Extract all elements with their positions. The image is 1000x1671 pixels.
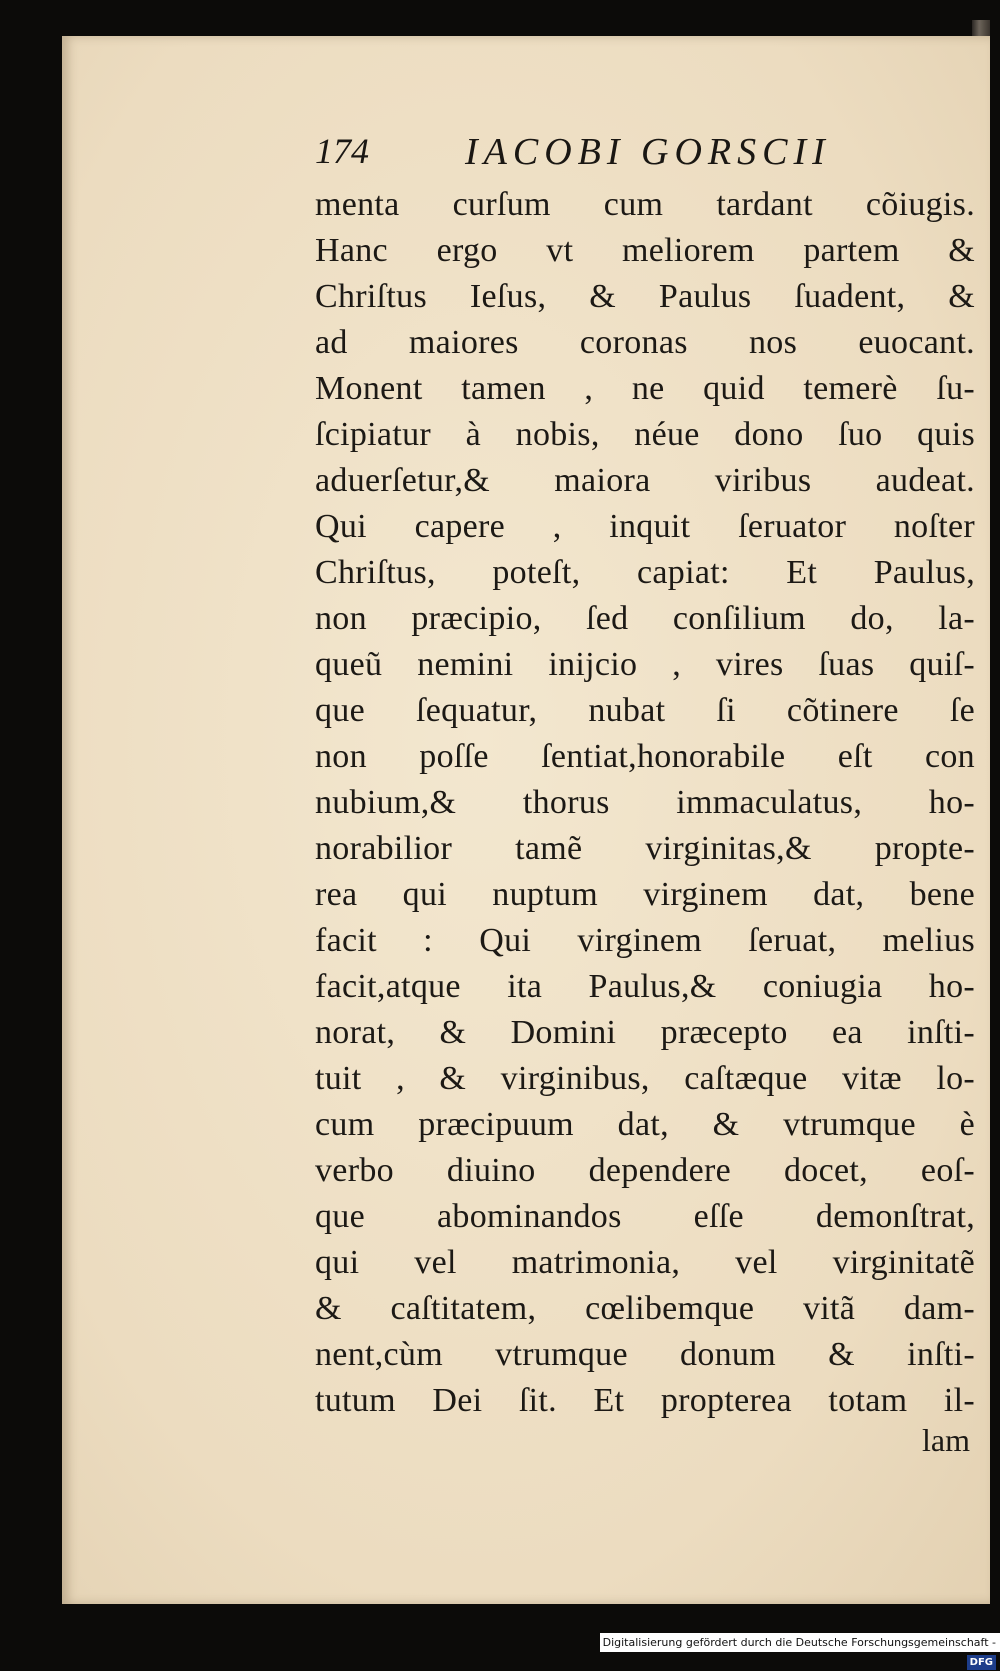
text-line: norabilior tamẽ virginitas,& propte- <box>315 830 975 867</box>
digitization-credit <box>600 1633 1000 1668</box>
credit-text: Digitalisierung gefördert durch die Deutsche Forschungsgemeinschaft - <box>602 1636 996 1649</box>
text-line: verbo diuino dependere docet, eoſ- <box>315 1152 975 1189</box>
text-line: & caſtitatem, cœlibemque vitã dam- <box>315 1290 975 1327</box>
text-line: ſcipiatur à nobis, néue dono ſuo quis <box>315 416 975 453</box>
text-line: Chriſtus Ieſus, & Paulus ſuadent, & <box>315 278 975 315</box>
text-line: menta curſum cum tardant cõiugis. <box>315 186 975 223</box>
dfg-logo: DFG <box>967 1655 996 1670</box>
text-line: non præcipio, ſed conſilium do, la- <box>315 600 975 637</box>
text-line: Monent tamen , ne quid temerè ſu- <box>315 370 975 407</box>
text-line: que ſequatur, nubat ſi cõtinere ſe <box>315 692 975 729</box>
text-line: Qui capere , inquit ſeruator noſter <box>315 508 975 545</box>
catchword: lam <box>922 1422 970 1458</box>
text-line: que abominandos eſſe demonſtrat, <box>315 1198 975 1235</box>
text-line: rea qui nuptum virginem dat, bene <box>315 876 975 913</box>
text-line: facit,atque ita Paulus,& coniugia ho- <box>315 968 975 1005</box>
text-line: qui vel matrimonia, vel virginitatẽ <box>315 1244 975 1281</box>
text-line: ad maiores coronas nos euocant. <box>315 324 975 361</box>
text-line: facit : Qui virginem ſeruat, melius <box>315 922 975 959</box>
text-line: cum præcipuum dat, & vtrumque è <box>315 1106 975 1143</box>
page-header <box>315 130 965 180</box>
text-line: queũ nemini inijcio , vires ſuas quiſ- <box>315 646 975 683</box>
text-line: aduerſetur,& maiora viribus audeat. <box>315 462 975 499</box>
text-line: Hanc ergo vt meliorem partem & <box>315 232 975 269</box>
text-line: non poſſe ſentiat,honorabile eſt con <box>315 738 975 775</box>
text-line: nubium,& thorus immaculatus, ho- <box>315 784 975 821</box>
running-head: IACOBI GORSCII <box>465 131 831 173</box>
page-number: 174 <box>315 131 369 171</box>
body-text <box>315 182 975 1424</box>
text-line: norat, & Domini præcepto ea inſti- <box>315 1014 975 1051</box>
text-line: Chriſtus, poteſt, capiat: Et Paulus, <box>315 554 975 591</box>
text-line: nent,cùm vtrumque donum & inſti- <box>315 1336 975 1373</box>
text-line: tuit , & virginibus, caſtæque vitæ lo- <box>315 1060 975 1097</box>
text-line: tutum Dei ſit. Et propterea totam il- <box>315 1382 975 1419</box>
